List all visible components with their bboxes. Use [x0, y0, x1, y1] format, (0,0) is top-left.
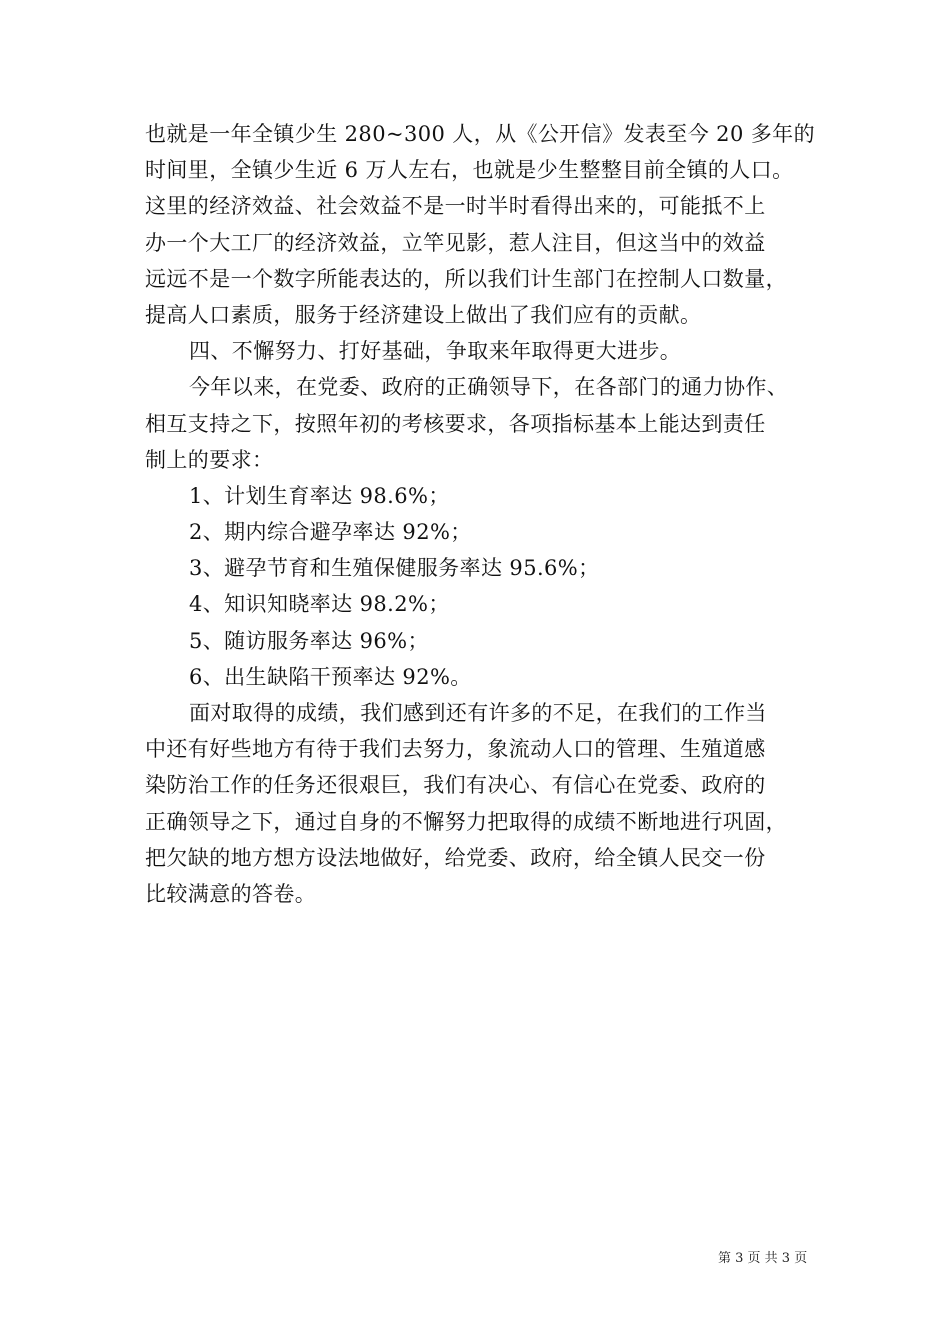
list-item-6: 6、出生缺陷干预率达 92%。	[189, 664, 472, 689]
section-heading: 四、不懈努力、打好基础，争取来年取得更大进步。	[189, 339, 682, 364]
body-line-18: 中还有好些地方有待于我们去努力，象流动人口的管理、生殖道感	[145, 737, 766, 762]
body-line-4: 办一个大工厂的经济效益，立竿见影，惹人注目，但这当中的效益	[145, 230, 766, 255]
body-line-6: 提高人口素质，服务于经济建设上做出了我们应有的贡献。	[145, 302, 702, 327]
body-line-9: 相互支持之下，按照年初的考核要求，各项指标基本上能达到责任	[145, 411, 766, 436]
body-line-17: 面对取得的成绩，我们感到还有许多的不足，在我们的工作当	[189, 701, 767, 725]
body-line-5: 远远不是一个数字所能表达的，所以我们计生部门在控制人口数量，	[145, 266, 787, 291]
list-item-4: 4、知识知晓率达 98.2%；	[189, 592, 450, 617]
body-line-8: 今年以来，在党委、政府的正确领导下，在各部门的通力协作、	[189, 375, 789, 400]
body-line-22: 比较满意的答卷。	[145, 881, 317, 906]
body-line-3: 这里的经济效益、社会效益不是一时半时看得出来的，可能抵不上	[145, 194, 766, 219]
list-item-1: 1、计划生育率达 98.6%；	[189, 483, 450, 508]
body-line-20: 正确领导之下，通过自身的不懈努力把取得的成绩不断地进行巩固，	[145, 809, 787, 834]
list-item-2: 2、期内综合避孕率达 92%；	[189, 520, 472, 545]
page-number-footer: 第 3 页 共 3 页	[718, 1251, 808, 1266]
body-line-10: 制上的要求：	[145, 447, 274, 472]
body-line-1: 也就是一年全镇少生 280~300 人，从《公开信》发表至今 20 多年的	[145, 122, 815, 146]
list-item-3: 3、避孕节育和生殖保健服务率达 95.6%；	[189, 556, 600, 581]
body-line-2: 时间里，全镇少生近 6 万人左右，也就是少生整整目前全镇的人口。	[145, 158, 794, 183]
document-body	[145, 116, 830, 912]
list-item-5: 5、随访服务率达 96%；	[189, 628, 429, 653]
body-line-19: 染防治工作的任务还很艰巨，我们有决心、有信心在党委、政府的	[145, 773, 766, 798]
body-line-21: 把欠缺的地方想方设法地做好，给党委、政府，给全镇人民交一份	[145, 845, 766, 870]
